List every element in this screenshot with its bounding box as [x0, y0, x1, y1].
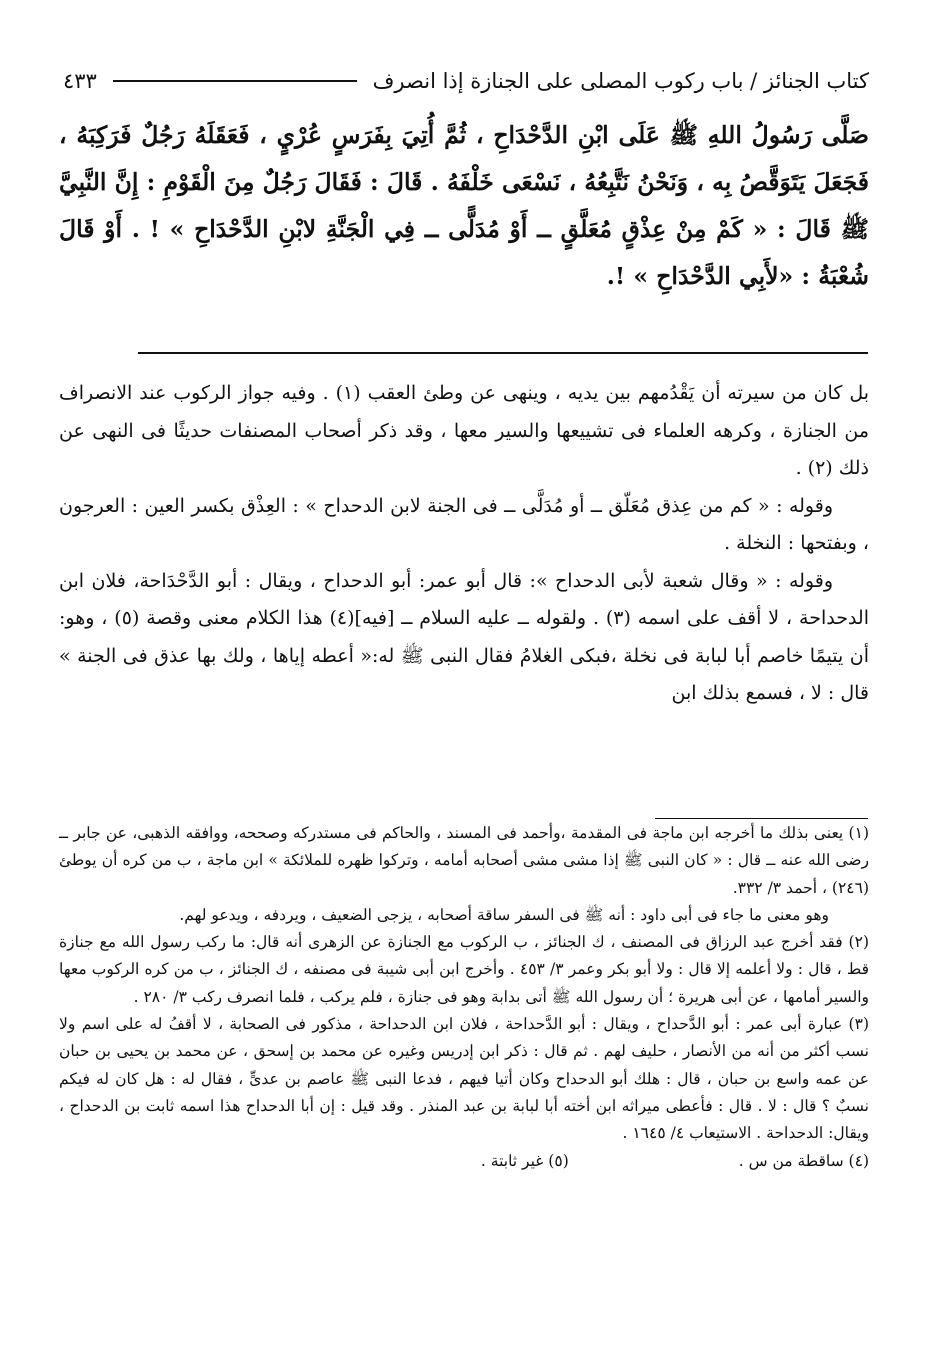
- commentary-paragraph: وقوله : « كم من عِذق مُعَلّق ــ أو مُدَلَّى ــ فى الجنة لابن الدحداح » : العِذْق بكسر العين : العرجون ، وبفتحها : النخلة .: [59, 494, 869, 554]
- footnote-1: (١) يعنى بذلك ما أخرجه ابن ماجة فى المقدمة ،وأحمد فى المسند ، والحاكم فى مستدركه وصححه، ووافقه الذهبى، عن جابر ــ رضى الله عنه ــ قال : « كان النبى ﷺ إذا مشى مشى أصحابه أمامه ، وتركوا ظهره للملائكة » ابن ماجة ، ب من كره أن يوطئ (٢٤٦) ، أحمد ٣/ ٣٣٢.: [59, 824, 869, 897]
- commentary-paragraph: بل كان من سيرته أن يَقْدُمهم بين يديه ، وينهى عن وطئ العقب (١) . وفيه جواز الركوب عند الانصراف من الجنازة ، وكرهه العلماء فى تشييعها والسير معها ، وقد ذكر أصحاب المصنفات حديثًا فى النهى عن ذلك (٢) .: [59, 382, 869, 479]
- footnote-2: (٢) فقد أخرج عبد الرزاق فى المصنف ، ك الجنائز ، ب الركوب مع الجنازة عن الزهرى أنه قال: ما ركب رسول الله مع جنازة قط ، قال : ولا أعلمه إلا قال : ولا أبو بكر وعمر ٣/ ٤٥٣ . وأخرج ابن أبى شيبة فى مصنفه ، ك الجنائز ، ب من كره الركوب معها والسير أمامها ، عن أبى هريرة ؛ أن رسول الله ﷺ أتى بدابة وهو فى جنازة ، فلم يركب ، فلما انصرف ركب ٣/ ٢٨٠ .: [59, 933, 869, 1006]
- commentary-block: [59, 375, 869, 713]
- page-header: [63, 62, 869, 100]
- footnotes-block: [59, 820, 869, 1175]
- hadith-text-block: [59, 112, 869, 300]
- running-title: كتاب الجنائز / باب ركوب المصلى على الجنازة إذا انصرف: [372, 69, 869, 93]
- footnote-4: (٤) ساقطة من س .: [738, 1151, 869, 1170]
- hadith-text: صَلَّى رَسُولُ اللهِ ﷺ عَلَى ابْنِ الدَّحْدَاحِ ، ثُمَّ أُتِيَ بِفَرَسٍ عُرْيٍ ، فَعَقَلَهُ رَجُلٌ فَرَكِبَهُ ، فَجَعَلَ يَتَوَقَّصُ بِه ، وَنَحْنُ نَتَّبِعُهُ ، نَسْعَى خَلْفَهُ . قَالَ : فَقَالَ رَجُلٌ مِنَ الْقَوْمِ : إِنَّ النَّبِيَّ ﷺ قَالَ : « كَمْ مِنْ عِذْقٍ مُعَلَّقٍ ــ أَوْ مُدَلًّى ــ فِي الْجَنَّةِ لابْنِ الدَّحْدَاحِ » ! . أَوْ قَالَ شُعْبَةُ : «لأَبِي الدَّحْدَاحِ » !.: [59, 121, 869, 290]
- commentary-paragraph: وقوله : « وقال شعبة لأبى الدحداح »: قال أبو عمر: أبو الدحداح ، ويقال : أبو الدَّحْدَاحة، فلان ابن الدحداحة ، لا أقف على اسمه (٣) . ولقوله ــ عليه السلام ــ [فيه](٤) هذا الكلام معنى وقصة (٥) ، وهو: أن يتيمًا خاصم أبا لبابة فى نخلة ،فبكى الغلامُ فقال النبى ﷺ له:« أعطه إياها ، ولك بها عذق فى الجنة » قال : لا ، فسمع بذلك ابن: [59, 569, 870, 704]
- footnotes-last-row: [59, 1148, 869, 1175]
- footnote-1-continuation: وهو معنى ما جاء فى أبى داود : أنه ﷺ فى السفر ساقة أصحابه ، يزجى الضعيف ، ويردفه ، ويدعو لهم.: [179, 905, 829, 924]
- page-number: ٤٣٣: [63, 69, 97, 93]
- main-divider: [138, 352, 868, 354]
- footnote-5: (٥) غير ثابتة .: [480, 1151, 569, 1170]
- footnote-divider: [655, 818, 868, 819]
- header-rule: [113, 80, 357, 82]
- footnote-3: (٣) عبارة أبى عمر : أبو الدَّحداح ، ويقال : أبو الدَّحداحة ، فلان ابن الدحداحة ، مذكور فى الصحابة ، لا أقفُ له على اسم ولا نسب أكثر من أنه من الأنصار ، حليف لهم . ثم قال : ذكر ابن إدريس وغيره عن محمد بن إسحق ، عن محمد بن يحيى بن حبان عن عمه واسع بن حبان ، قال : هلك أبو الدحداح وكان أتيا فيهم ، فدعا النبى ﷺ عاصم بن عدىٍّ ، فقال له : هل كان له فيكم نسبٌ ؟ قال : لا . قال : فأعطى ميراثه ابن أخته أبا لبابة بن عبد المنذر . وقد قيل : إن أبا الدحداح هذا اسمه ثابت بن الدحداح ، ويقال: الدحداحة . الاستيعاب ٤/ ١٦٤٥ .: [59, 1015, 869, 1143]
